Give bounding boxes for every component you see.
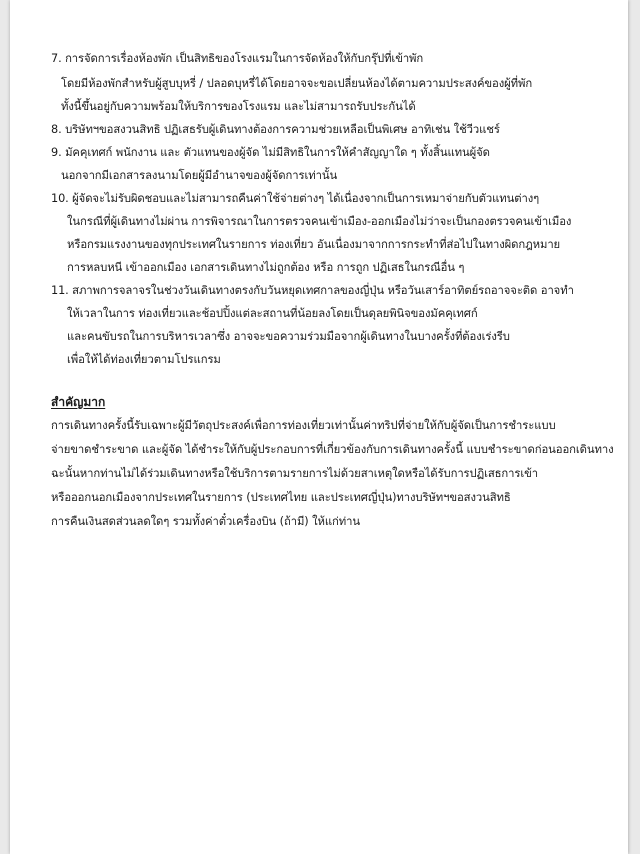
item-10-line-1: 10. ผู้จัดจะไม่รับผิดชอบและไม่สามารถคืนค่าใช้จ่ายต่างๆ ได้เนื่องจากเป็นการเหมาจ่ายกับตัวแทนต่างๆ	[51, 192, 540, 205]
item-7-line-1: 7. การจัดการเรื่องห้องพัก เป็นสิทธิของโรงแรมในการจัดห้องให้กับกรุ๊ปที่เข้าพัก	[51, 52, 424, 65]
important-line-3: ฉะนั้นหากท่านไม่ได้ร่วมเดินทางหรือใช้บริการตามรายการไม่ด้วยสาเหตุใดหรือได้รับการปฏิเสธการเข้า	[51, 467, 539, 480]
item-10-line-2: ในกรณีที่ผู้เดินทางไม่ผ่าน การพิจารณาในการตรวจคนเข้าเมือง-ออกเมืองไม่ว่าจะเป็นกองตรวจคนเข้าเมือง	[67, 215, 572, 228]
document-page	[10, 0, 628, 854]
item-10-line-3: หรือกรมแรงงานของทุกประเทศในรายการ ท่องเที่ยว อันเนื่องมาจากการกระทำที่ส่อไปในทางผิดกฎหมาย	[67, 238, 561, 251]
item-8-line-1: 8. บริษัทฯขอสงวนสิทธิ ปฏิเสธรับผู้เดินทางต้องการความช่วยเหลือเป็นพิเศษ อาทิเช่น ใช้วีวแชร์	[51, 123, 500, 136]
important-heading: สำคัญมาก	[51, 395, 106, 409]
important-line-5: การคืนเงินสดส่วนลดใดๆ รวมทั้งค่าตั๋วเครื่องบิน (ถ้ามี) ให้แก่ท่าน	[51, 515, 360, 528]
item-10-line-4: การหลบหนี เข้าออกเมือง เอกสารเดินทางไม่ถูกต้อง หรือ การถูก ปฏิเสธในกรณีอื่น ๆ	[67, 261, 465, 274]
important-line-4: หรือออกนอกเมืองจากประเทศในรายการ (ประเทศไทย และประเทศญี่ปุ่น)ทางบริษัทฯขอสงวนสิทธิ	[51, 491, 511, 504]
item-9-line-2: นอกจากมีเอกสารลงนามโดยผู้มีอำนาจของผู้จัดการเท่านั้น	[61, 169, 338, 182]
item-7-line-3: ทั้งนี้ขึ้นอยู่กับความพร้อมให้บริการของโรงแรม และไม่สามารถรับประกันได้	[61, 100, 416, 113]
item-9-line-1: 9. มัคคุเทศก์ พนักงาน และ ตัวแทนของผู้จัด ไม่มีสิทธิในการให้คำสัญญาใด ๆ ทั้งสิ้นแทนผู้จัด	[51, 146, 490, 159]
important-line-1: การเดินทางครั้งนี้รับเฉพาะผู้มีวัตถุประสงค์เพื่อการท่องเที่ยวเท่านั้นค่าทริปที่จ่ายให้กับผู้จัดเป็นการชำระแบบ	[51, 419, 556, 432]
item-11-line-1: 11. สภาพการจลาจรในช่วงวันเดินทางตรงกับวันหยุดเทศกาลของญี่ปุ่น หรือวันเสาร์อาทิตย์รถอาจจะติด อาจทำ	[51, 284, 574, 297]
item-11-line-2: ให้เวลาในการ ท่องเที่ยวและช้อปปิ้งแต่ละสถานที่น้อยลงโดยเป็นดุลยพินิจของมัคคุเทศก์	[67, 307, 478, 320]
item-7-line-2: โดยมีห้องพักสำหรับผู้สูบบุหรี่ / ปลอดบุหรี่ได้โดยอาจจะขอเปลี่ยนห้องได้ตามความประสงค์ของผู้ที่พัก	[61, 77, 533, 90]
item-11-line-4: เพื่อให้ได้ท่องเที่ยวตามโปรแกรม	[67, 353, 221, 366]
item-11-line-3: และคนขับรถในการบริหารเวลาซึ่ง อาจจะขอความร่วมมือจากผู้เดินทางในบางครั้งที่ต้องเร่งรีบ	[67, 330, 510, 343]
important-line-2: จ่ายขาดชำระขาด และผู้จัด ได้ชำระให้กับผู้ประกอบการที่เกี่ยวข้องกับการเดินทางครั้งนี้ แบบชำระขาดก่อนออกเดินทาง	[51, 443, 614, 456]
